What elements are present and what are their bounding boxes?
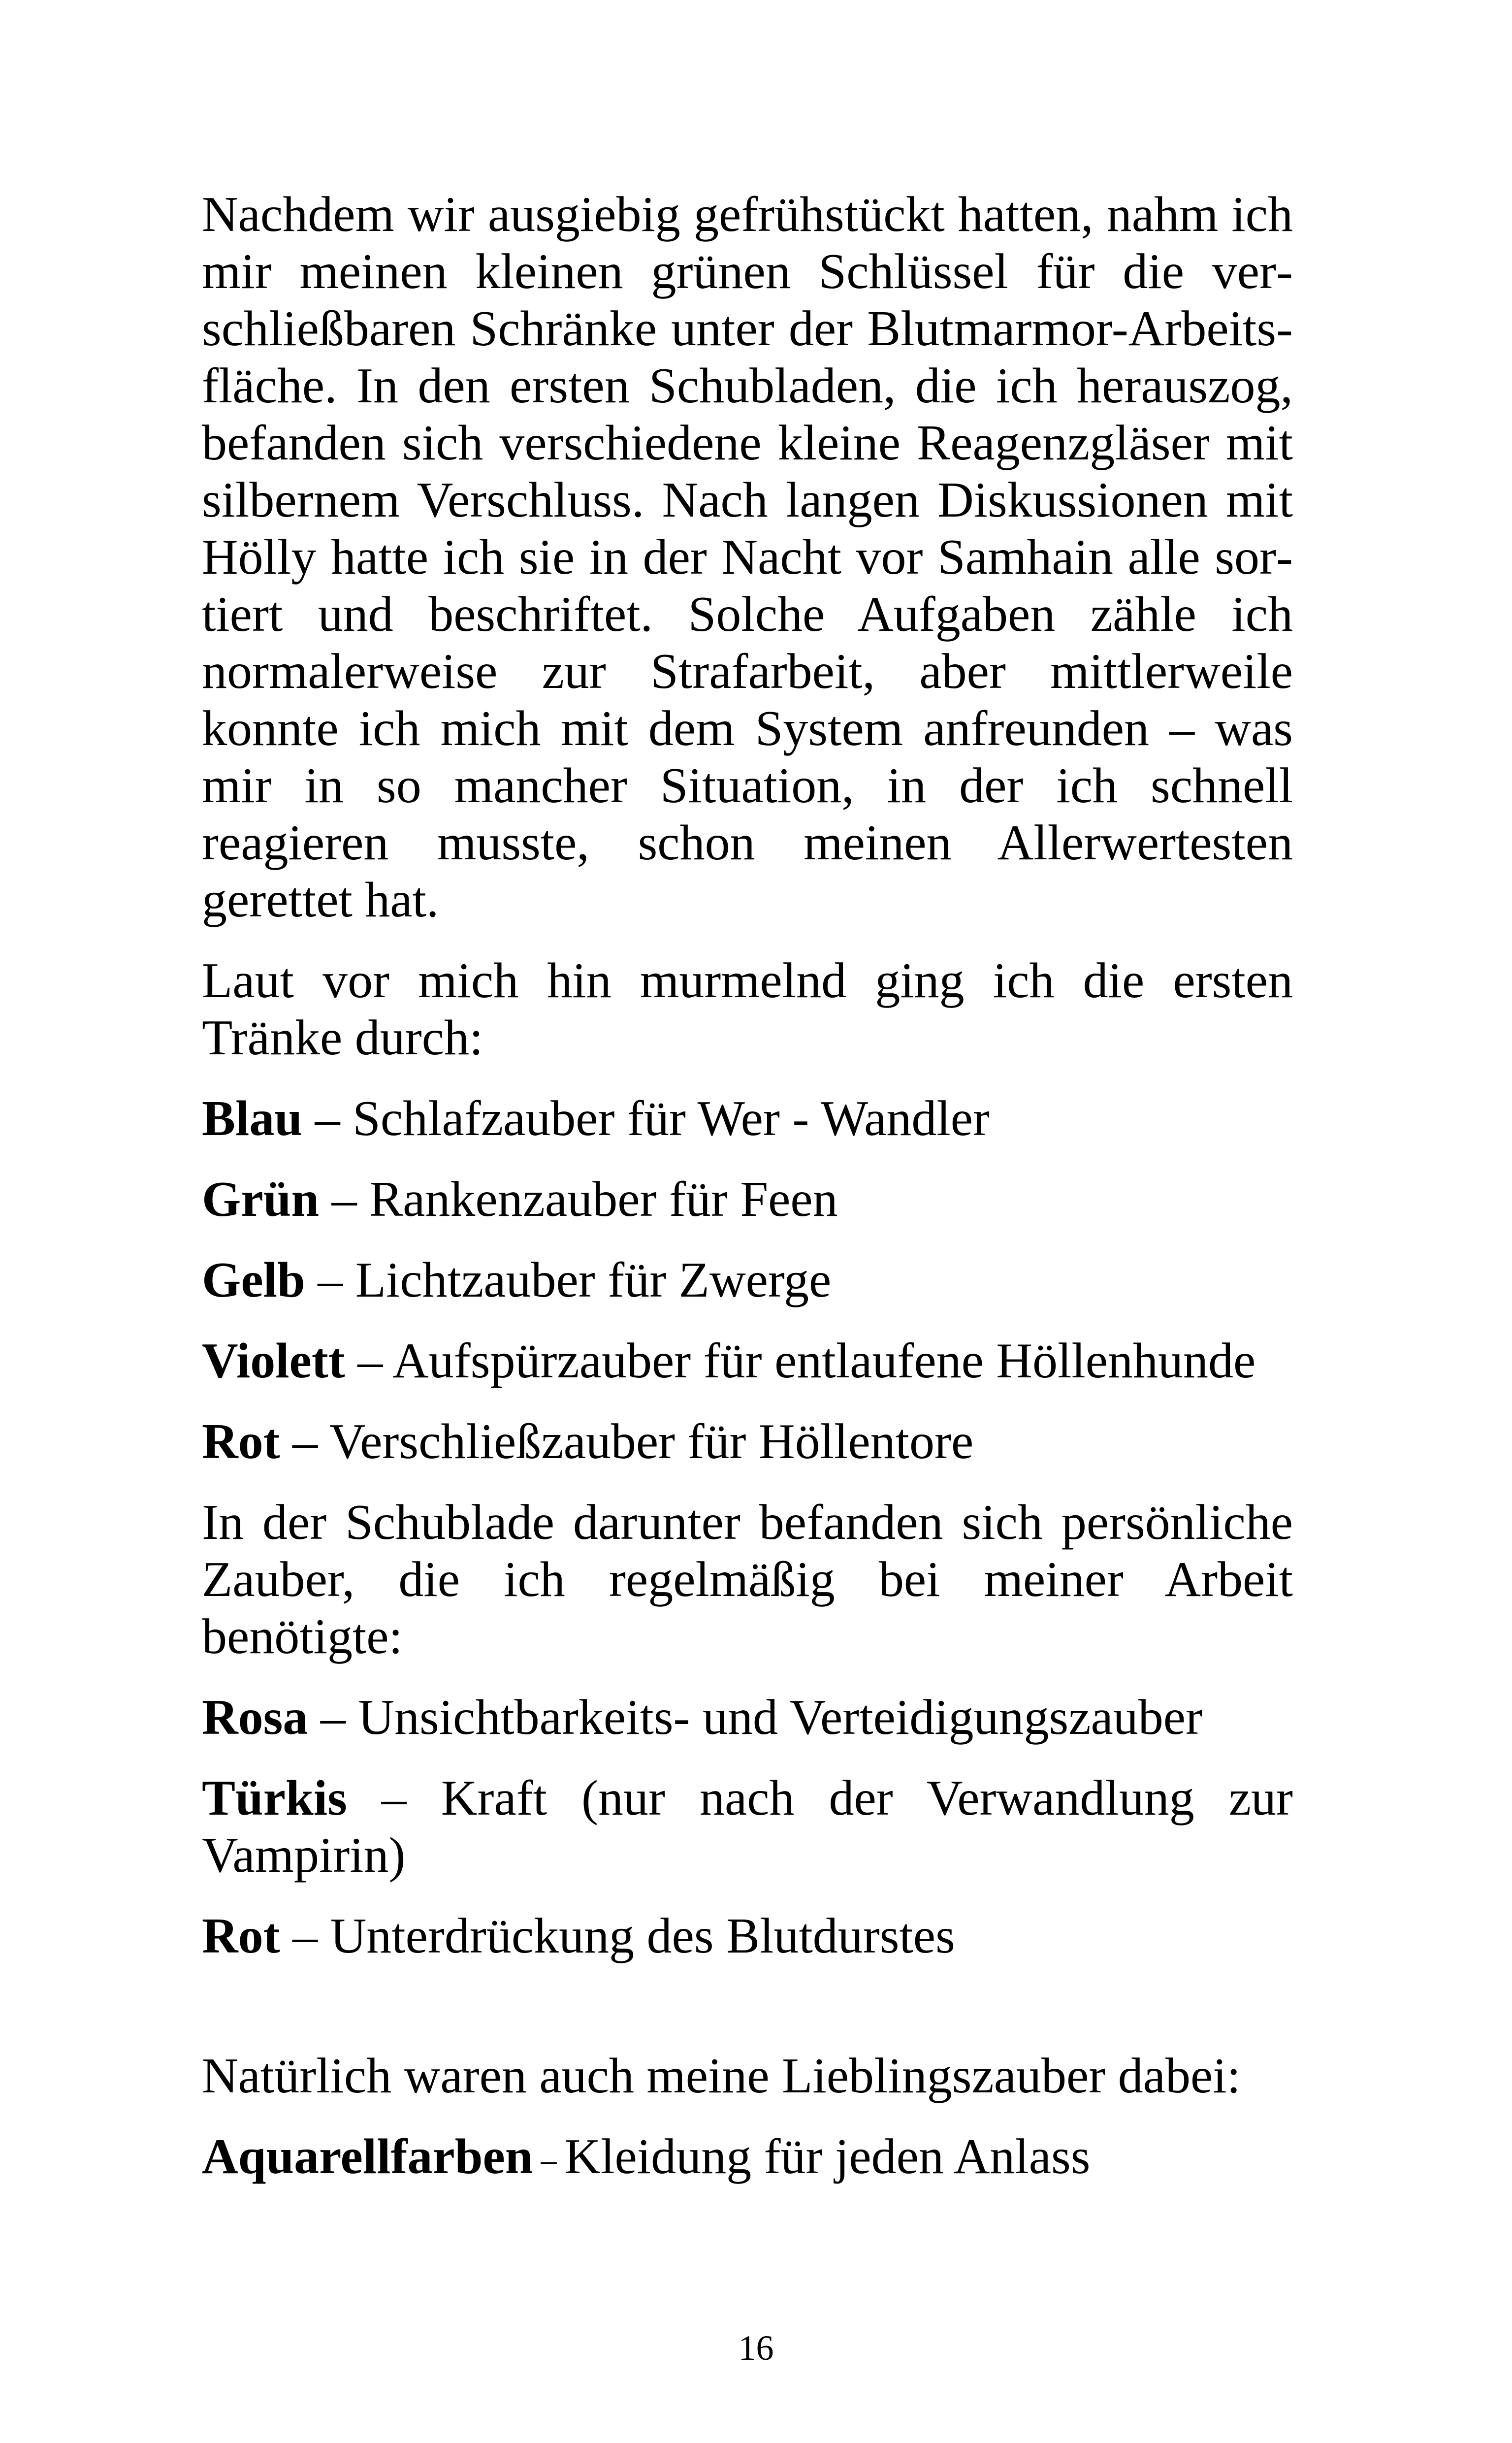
personal-entry-pink	[202, 1689, 1293, 1746]
personal-entry-red	[202, 1908, 1293, 1965]
spacer	[202, 2105, 1293, 2128]
personal-entry-turquoise	[202, 1770, 1293, 1884]
potion-color: Blau	[202, 1091, 303, 1146]
spacer	[202, 1746, 1293, 1770]
spacer	[202, 1390, 1293, 1413]
potion-color: Gelb	[202, 1252, 305, 1308]
spacer	[202, 929, 1293, 952]
spacer	[202, 1965, 1293, 2048]
potion-description: – Verschließzauber für Höllentore	[280, 1414, 974, 1469]
potion-entry-violet	[202, 1333, 1293, 1390]
spacer	[202, 1309, 1293, 1333]
potion-color: Violett	[202, 1333, 345, 1389]
potion-entry-green	[202, 1171, 1293, 1228]
potion-description: – Unterdrückung des Blutdurstes	[280, 1908, 955, 1964]
potion-color: Türkis	[202, 1770, 347, 1826]
potion-color: Rot	[202, 1908, 280, 1964]
spacer	[202, 1228, 1293, 1252]
paragraph-favorites: Natürlich waren auch meine Lieblingszauber dabei:	[202, 2048, 1241, 2104]
favorite-description: Kleidung für jeden Anlass	[564, 2129, 1091, 2184]
paragraph-breakfast: Nachdem wir ausgiebig gefrühstückt hatten, nahm ich mir meinen kleinen grünen Schlüssel für die verschließbaren Schränke unter der Blutmarmor-Arbeitsfläche. In den ersten Schubladen, die ich herauszog, befanden sich verschiedene kleine Reagenzgläser mit silbernem Verschluss. Nach langen Diskussionen mit Hölly hatte ich sie in der Nacht vor Samhain alle sortiert und beschriftet. Solche Aufgaben zähle ich normalerweise zur Strafarbeit, aber mittlerweile konnte ich mich mit dem System anfreunden – was mir in so mancher Situation, in der ich schnell reagieren musste, schon meinen Allerwertesten gerettet hat.	[202, 187, 1293, 928]
potion-description: – Unsichtbarkeits- und Verteidigungszauber	[308, 1690, 1203, 1745]
spacer	[202, 1147, 1293, 1171]
potion-color: Rot	[202, 1414, 280, 1469]
potion-entry-blue	[202, 1090, 1293, 1147]
potion-color: Grün	[202, 1172, 320, 1227]
spacer	[202, 1665, 1293, 1689]
potion-entry-red	[202, 1413, 1293, 1470]
spacer	[202, 1884, 1293, 1908]
potion-description: – Rankenzauber für Feen	[319, 1172, 838, 1227]
page-body	[202, 186, 1293, 2188]
spacer	[202, 1067, 1293, 1090]
potion-description: – Aufspürzauber für entlaufene Höllenhunde	[345, 1333, 1256, 1389]
favorite-dash: –	[533, 2142, 565, 2177]
spacer	[202, 1470, 1293, 1494]
paragraph-murmuring: Laut vor mich hin murmelnd ging ich die ersten Tränke durch:	[202, 953, 1293, 1066]
potion-color: Rosa	[202, 1690, 308, 1745]
potion-description: – Lichtzauber für Zwerge	[305, 1252, 832, 1308]
favorite-name: Aquarellfarben	[202, 2129, 533, 2184]
paragraph-drawer: In der Schublade darunter befanden sich persönliche Zauber, die ich regelmäßig bei meiner Arbeit benötigte:	[202, 1495, 1293, 1664]
potion-entry-yellow	[202, 1252, 1293, 1309]
potion-description: – Kraft (nur nach der Verwandlung zur Vampirin)	[202, 1770, 1293, 1883]
page-number: 16	[738, 2328, 774, 2368]
favorite-entry-watercolors	[202, 2128, 1293, 2188]
potion-description: – Schlafzauber für Wer - Wandler	[302, 1091, 990, 1146]
